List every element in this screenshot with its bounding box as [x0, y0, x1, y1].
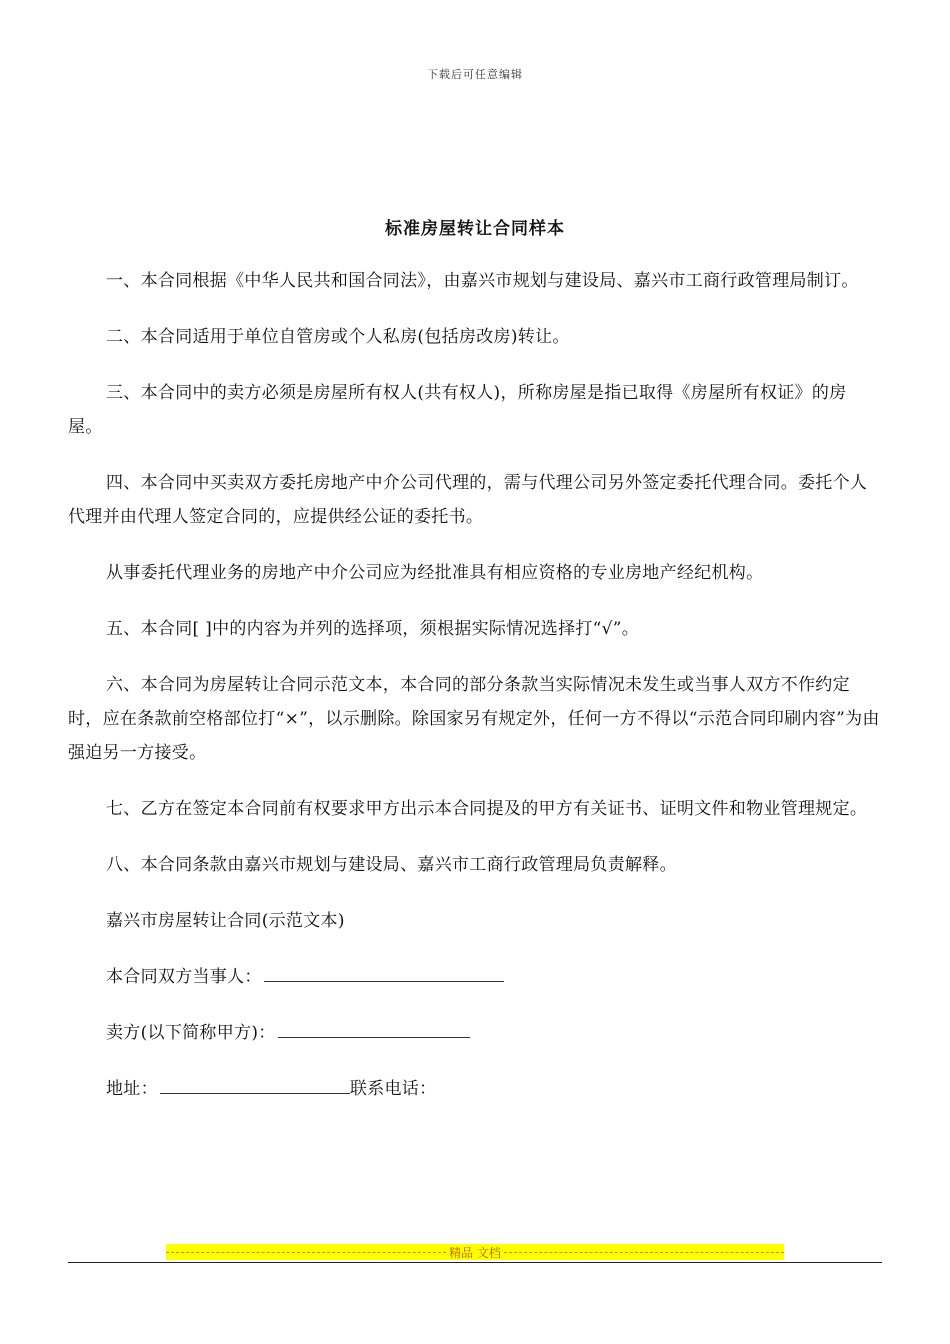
parties-label: 本合同双方当事人： — [106, 967, 262, 987]
page-header-note: 下载后可任意编辑 — [427, 68, 523, 81]
contract-subtitle: 嘉兴市房屋转让合同(示范文本) — [106, 911, 345, 931]
parties-field — [68, 960, 880, 994]
paragraph-4: 四、本合同中买卖双方委托房地产中介公司代理的，需与代理公司另外签定委托代理合同。委托个人代理并由代理人签定合同的，应提供经公证的委托书。 — [68, 473, 868, 527]
paragraph-5: 五、本合同[ ]中的内容为并列的选择项，须根据实际情况选择打“√”。 — [106, 619, 640, 639]
address-blank[interactable] — [160, 1073, 350, 1094]
document-body — [68, 264, 880, 1128]
paragraph-2: 二、本合同适用于单位自管房或个人私房(包括房改房)转让。 — [106, 327, 570, 347]
paragraph-1: 一、本合同根据《中华人民共和国合同法》，由嘉兴市规划与建设局、嘉兴市工商行政管理局制订。 — [106, 271, 859, 291]
phone-label: 联系电话： — [349, 1079, 437, 1099]
address-field — [68, 1072, 880, 1106]
paragraph-4-note: 从事委托代理业务的房地产中介公司应为经批准具有相应资格的专业房地产经纪机构。 — [106, 563, 764, 583]
paragraph-7: 七、乙方在签定本合同前有权要求甲方出示本合同提及的甲方有关证书、证明文件和物业管理规定。 — [106, 799, 868, 819]
footer-banner — [166, 1244, 784, 1260]
footer-dash-left — [166, 1252, 446, 1253]
parties-blank[interactable] — [264, 961, 504, 982]
paragraph-6: 六、本合同为房屋转让合同示范文本，本合同的部分条款当实际情况未发生或当事人双方不作约定时，应在条款前空格部位打“×”，以示删除。除国家另有规定外，任何一方不得以“示范合同印刷内容”为由强迫另一方接受。 — [68, 675, 880, 763]
seller-field — [68, 1016, 880, 1050]
address-label: 地址： — [106, 1079, 158, 1099]
paragraph-8: 八、本合同条款由嘉兴市规划与建设局、嘉兴市工商行政管理局负责解释。 — [106, 855, 677, 875]
seller-blank[interactable] — [278, 1017, 470, 1038]
footer-label: 精品 文档 — [449, 1245, 501, 1260]
seller-label: 卖方(以下简称甲方)： — [106, 1023, 276, 1043]
document-title: 标准房屋转让合同样本 — [385, 219, 565, 239]
footer-divider — [68, 1262, 882, 1263]
footer-dash-right — [504, 1252, 784, 1253]
paragraph-3: 三、本合同中的卖方必须是房屋所有权人(共有权人)，所称房屋是指已取得《房屋所有权证》的房屋。 — [68, 383, 847, 437]
